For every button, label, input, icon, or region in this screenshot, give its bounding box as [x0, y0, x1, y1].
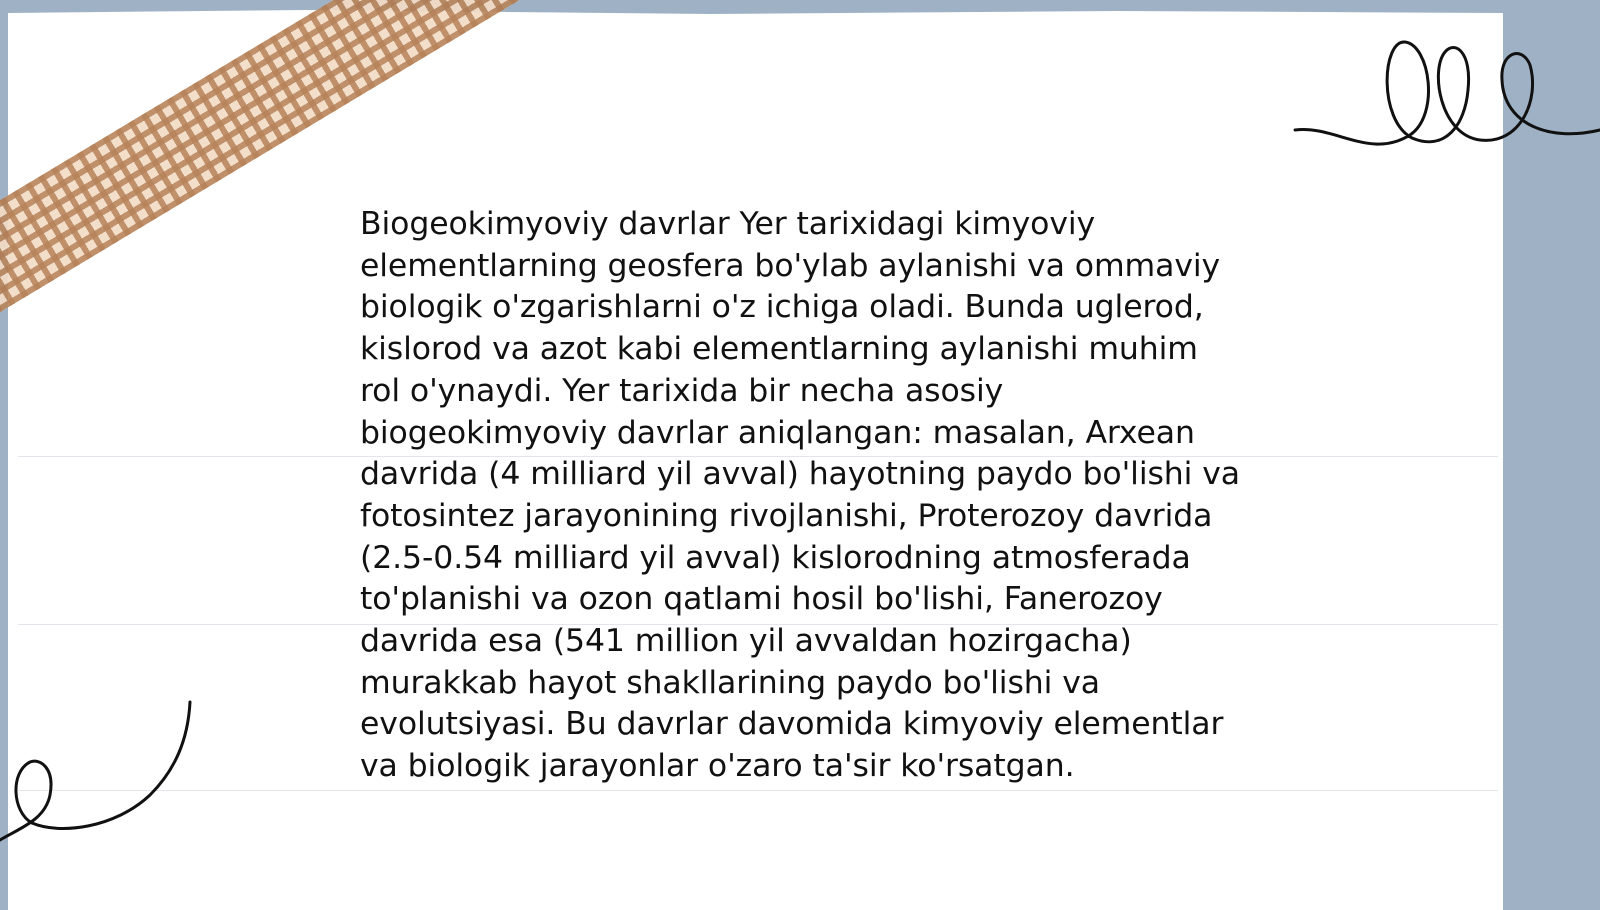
paper-rule-line	[18, 790, 1498, 791]
slide-body-text: Biogeokimyoviy davrlar Yer tarixidagi kimyoviy elementlarning geosfera bo'ylab aylanishi va ommaviy biologik o'zgarishlarni o'z ichiga oladi. Bunda uglerod, kislorod va azot kabi elementlarning aylanishi muhim rol o'ynaydi. Yer tarixida bir necha asosiy biogeokimyoviy davrlar aniqlangan: masalan, Arxean davrida (4 milliard yil avval) hayotning paydo bo'lishi va fotosintez jarayonining rivojlanishi, Proterozoy davrida (2.5-0.54 milliard yil avval) kislorodning atmosferada to'planishi va ozon qatlami hosil bo'lishi, Fanerozoy davrida esa (541 million yil avvaldan hozirgacha) murakkab hayot shakllarining paydo bo'lishi va evolutsiyasi. Bu davrlar davomida kimyoviy elementlar va biologik jarayonlar o'zaro ta'sir ko'rsatgan.	[360, 206, 1240, 785]
loop-scribble-icon	[1290, 30, 1600, 165]
swirl-scribble-icon	[0, 700, 200, 850]
